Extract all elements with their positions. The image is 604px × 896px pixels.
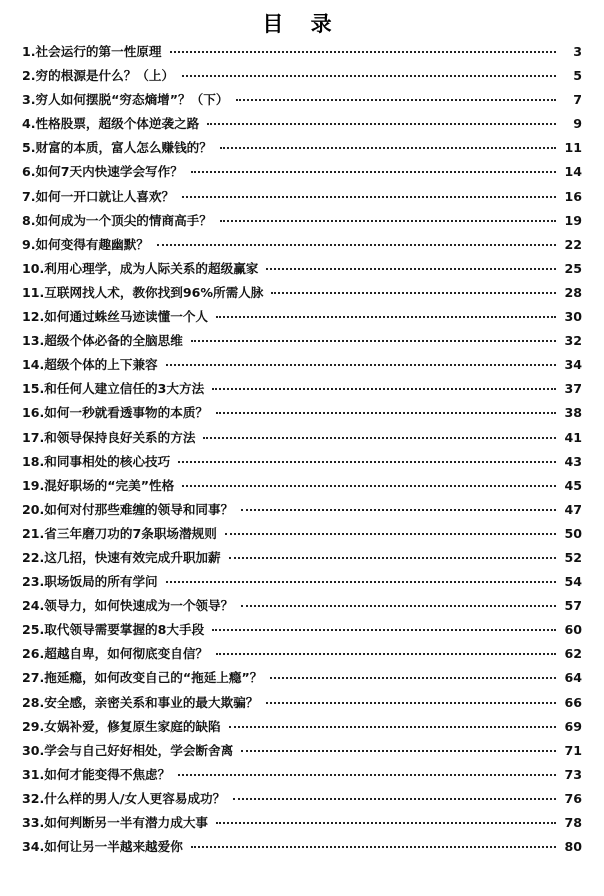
dot-leader <box>207 113 556 125</box>
toc-entry[interactable] <box>22 112 582 136</box>
toc-entry-title: 34.如何让另一半越来越爱你 <box>22 839 183 855</box>
dot-leader <box>266 258 556 270</box>
toc-entry-title: 27.拖延瘾，如何改变自己的“拖延上瘾”？ <box>22 670 263 686</box>
toc-entry-page-number: 37 <box>564 381 582 397</box>
toc-entry[interactable] <box>22 233 582 257</box>
toc-entry[interactable] <box>22 185 582 209</box>
dot-leader <box>216 306 556 318</box>
toc-entry-title: 16.如何一秒就看透事物的本质？ <box>22 405 209 421</box>
toc-entry-title: 5.财富的本质，富人怎么赚钱的？ <box>22 140 212 156</box>
toc-entry-page-number: 45 <box>564 477 582 493</box>
toc-entry[interactable] <box>22 209 582 233</box>
dot-leader <box>220 210 556 222</box>
toc-entry-title: 8.如何成为一个顶尖的情商高手？ <box>22 212 212 228</box>
toc-entry[interactable] <box>22 739 582 763</box>
toc-entry-page-number: 47 <box>564 501 582 517</box>
toc-entry[interactable] <box>22 642 582 666</box>
dot-leader <box>203 427 556 439</box>
toc-entry-title: 13.超级个体必备的全脑思维 <box>22 333 183 349</box>
toc-entry[interactable] <box>22 257 582 281</box>
toc-entry[interactable] <box>22 450 582 474</box>
dot-leader <box>229 547 556 559</box>
toc-entry-page-number: 52 <box>564 549 582 565</box>
toc-entry-title: 33.如何判断另一半有潜力成大事 <box>22 815 209 830</box>
dot-leader <box>182 475 556 487</box>
page-title: 目 录 <box>262 12 342 36</box>
toc-entry-title: 2.穷的根源是什么？（上） <box>22 68 175 84</box>
toc-entry[interactable] <box>22 88 582 112</box>
toc-entry-title: 22.这几招，快速有效完成升职加薪 <box>22 549 221 565</box>
toc-entry-page-number: 73 <box>564 766 582 782</box>
toc-entry-page-number: 38 <box>564 405 582 421</box>
dot-leader <box>216 812 556 824</box>
toc-entry[interactable] <box>22 305 582 329</box>
toc-entry-title: 20.如何对付那些难缠的领导和同事？ <box>22 501 234 517</box>
toc-entry-title: 14.超级个体的上下兼容 <box>22 357 158 373</box>
dot-leader <box>182 65 556 77</box>
toc-entry-page-number: 54 <box>564 574 582 590</box>
toc-entry-title: 25.取代领导需要掌握的8大手段 <box>22 622 205 638</box>
toc-entry[interactable] <box>22 811 582 835</box>
toc-entry-title: 4.性格股票，超级个体逆袭之路 <box>22 116 200 132</box>
toc-entry[interactable] <box>22 64 582 88</box>
dot-leader <box>216 402 556 414</box>
toc-entry-page-number: 25 <box>564 260 582 276</box>
toc-entry-page-number: 62 <box>564 646 582 662</box>
toc-entry[interactable] <box>22 715 582 739</box>
dot-leader <box>191 161 556 173</box>
dot-leader <box>170 41 557 53</box>
dot-leader <box>236 89 556 101</box>
toc-entry-page-number: 22 <box>564 236 582 252</box>
toc-entry-page-number: 9 <box>573 116 582 132</box>
toc-entry-page-number: 5 <box>573 68 582 84</box>
toc-entry[interactable] <box>22 835 582 859</box>
dot-leader <box>270 667 556 679</box>
dot-leader <box>212 378 556 390</box>
toc-entry-page-number: 60 <box>564 622 582 638</box>
toc-entry[interactable] <box>22 546 582 570</box>
toc-entry[interactable] <box>22 426 582 450</box>
toc-entry-page-number: 32 <box>564 333 582 349</box>
toc-entry[interactable] <box>22 691 582 715</box>
table-of-contents <box>22 40 582 859</box>
toc-entry-page-number: 69 <box>564 718 582 734</box>
toc-entry-title: 28.安全感，亲密关系和事业的最大欺骗？ <box>22 694 259 710</box>
toc-entry-title: 21.省三年磨刀功的7条职场潜规则 <box>22 525 217 541</box>
toc-entry-page-number: 78 <box>564 815 582 830</box>
dot-leader <box>216 643 556 655</box>
toc-entry-page-number: 57 <box>564 598 582 614</box>
toc-entry-title: 26.超越自卑，如何彻底变自信？ <box>22 646 209 662</box>
toc-entry-title: 10.利用心理学，成为人际关系的超级赢家 <box>22 260 259 276</box>
toc-entry-page-number: 11 <box>564 140 582 156</box>
toc-entry[interactable] <box>22 160 582 184</box>
toc-entry[interactable] <box>22 570 582 594</box>
toc-entry[interactable] <box>22 474 582 498</box>
toc-entry-page-number: 14 <box>564 164 582 180</box>
toc-entry-page-number: 28 <box>564 284 582 300</box>
dot-leader <box>229 716 556 728</box>
toc-entry-page-number: 76 <box>564 790 582 806</box>
toc-entry-title: 7.如何一开口就让人喜欢？ <box>22 188 175 204</box>
toc-entry[interactable] <box>22 377 582 401</box>
toc-entry[interactable] <box>22 353 582 377</box>
toc-entry[interactable] <box>22 40 582 64</box>
toc-entry-title: 12.如何通过蛛丝马迹读懂一个人 <box>22 309 209 325</box>
toc-entry-title: 3.穷人如何摆脱“穷态熵增”？（下） <box>22 92 229 108</box>
toc-entry-page-number: 50 <box>564 525 582 541</box>
toc-entry[interactable] <box>22 281 582 305</box>
toc-entry-page-number: 43 <box>564 453 582 469</box>
toc-entry-title: 15.和任何人建立信任的3大方法 <box>22 381 205 397</box>
toc-entry-title: 29.女娲补爱，修复原生家庭的缺陷 <box>22 718 221 734</box>
toc-entry[interactable] <box>22 136 582 160</box>
toc-entry-page-number: 66 <box>564 694 582 710</box>
dot-leader <box>241 499 556 511</box>
toc-entry-page-number: 16 <box>564 188 582 204</box>
dot-leader <box>225 523 556 535</box>
toc-entry-title: 11.互联网找人术，教你找到96%所需人脉 <box>22 284 264 300</box>
dot-leader <box>271 282 556 294</box>
toc-entry-page-number: 41 <box>564 429 582 445</box>
toc-entry-title: 23.职场饭局的所有学问 <box>22 574 158 590</box>
dot-leader <box>241 595 556 607</box>
toc-entry-page-number: 71 <box>564 742 582 758</box>
toc-entry-title: 17.和领导保持良好关系的方法 <box>22 429 196 445</box>
dot-leader <box>157 234 556 246</box>
dot-leader <box>220 137 556 149</box>
toc-entry-page-number: 30 <box>564 309 582 325</box>
dot-leader <box>178 451 556 463</box>
dot-leader <box>182 186 556 198</box>
toc-entry-title: 9.如何变得有趣幽默？ <box>22 236 149 252</box>
toc-entry[interactable] <box>22 618 582 642</box>
toc-entry-title: 6.如何7天内快速学会写作？ <box>22 164 183 180</box>
dot-leader <box>241 740 556 752</box>
toc-entry-title: 19.混好职场的“完美”性格 <box>22 477 175 493</box>
toc-entry[interactable] <box>22 763 582 787</box>
toc-entry-page-number: 34 <box>564 357 582 373</box>
toc-entry-title: 30.学会与自己好好相处，学会断舍离 <box>22 742 234 758</box>
toc-entry[interactable] <box>22 401 582 425</box>
toc-entry-title: 24.领导力，如何快速成为一个领导？ <box>22 598 234 614</box>
toc-entry-title: 32.什么样的男人/女人更容易成功？ <box>22 790 226 806</box>
toc-entry-page-number: 64 <box>564 670 582 686</box>
dot-leader <box>166 354 556 366</box>
toc-entry-page-number: 3 <box>573 44 582 59</box>
toc-entry-page-number: 80 <box>564 839 582 855</box>
dot-leader <box>191 330 556 342</box>
toc-entry-title: 18.和同事相处的核心技巧 <box>22 453 171 469</box>
toc-entry-page-number: 7 <box>573 92 582 108</box>
dot-leader <box>178 764 556 776</box>
toc-entry[interactable] <box>22 329 582 353</box>
toc-entry[interactable] <box>22 787 582 811</box>
toc-entry-page-number: 19 <box>564 212 582 228</box>
dot-leader <box>233 788 556 800</box>
toc-entry-title: 31.如何才能变得不焦虑？ <box>22 766 171 782</box>
dot-leader <box>166 571 556 583</box>
toc-entry[interactable] <box>22 666 582 690</box>
toc-entry[interactable] <box>22 498 582 522</box>
dot-leader <box>266 692 556 704</box>
dot-leader <box>212 619 556 631</box>
toc-entry[interactable] <box>22 594 582 618</box>
dot-leader <box>191 836 556 848</box>
toc-entry-title: 1.社会运行的第一性原理 <box>22 44 162 59</box>
toc-entry[interactable] <box>22 522 582 546</box>
